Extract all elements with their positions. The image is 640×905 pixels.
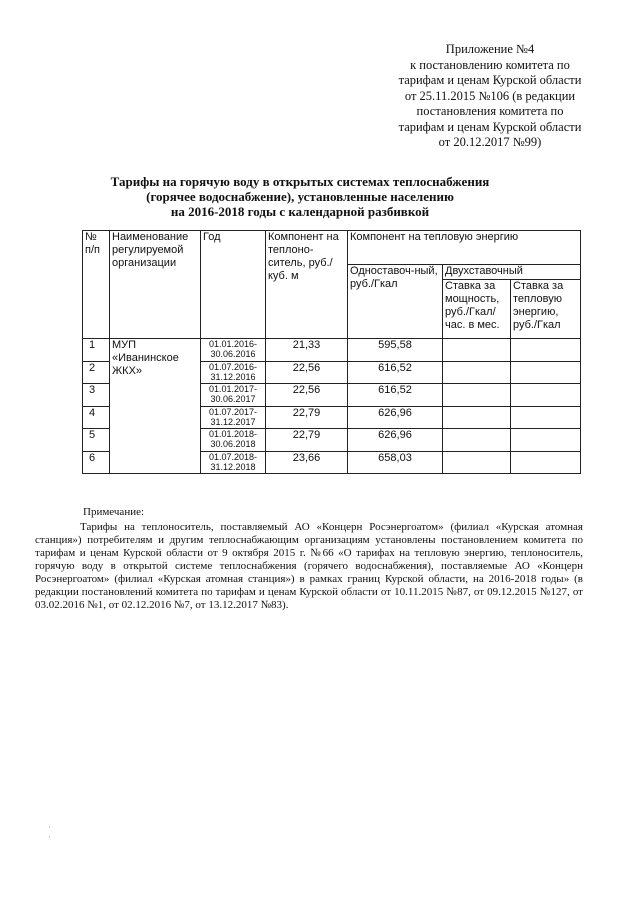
row-period: 01.01.2017-30.06.2017 xyxy=(201,384,266,407)
row-carrier: 23,66 xyxy=(266,451,348,474)
row-energy xyxy=(511,406,581,429)
row-number: 3 xyxy=(83,384,110,407)
row-single: 626,96 xyxy=(348,429,443,452)
row-number: 1 xyxy=(83,339,110,362)
tariff-table xyxy=(82,230,581,474)
row-carrier: 21,33 xyxy=(266,339,348,362)
row-number: 4 xyxy=(83,406,110,429)
header-single-rate: Одноставоч-ный, руб./Гкал xyxy=(348,265,443,339)
row-number: 6 xyxy=(83,451,110,474)
document-title xyxy=(80,174,520,219)
row-carrier: 22,56 xyxy=(266,361,348,384)
header-energy-rate: Ставка за тепловую энергию, руб./Гкал xyxy=(511,280,581,339)
header-two-rate: Двухставочный xyxy=(443,265,581,280)
row-number: 2 xyxy=(83,361,110,384)
note-block xyxy=(35,506,583,612)
row-period: 01.07.2018-31.12.2018 xyxy=(201,451,266,474)
row-energy xyxy=(511,429,581,452)
row-energy xyxy=(511,361,581,384)
row-period: 01.01.2018-30.06.2018 xyxy=(201,429,266,452)
appendix-line: постановления комитета по xyxy=(416,104,564,118)
header-heat-carrier: Компонент на теплоно-ситель, руб./куб. м xyxy=(266,231,348,339)
row-number: 5 xyxy=(83,429,110,452)
row-capacity xyxy=(443,361,511,384)
appendix-line: тарифам и ценам Курской области xyxy=(398,73,582,87)
row-single: 616,52 xyxy=(348,361,443,384)
scan-speck-marks: · · xyxy=(48,822,51,842)
row-energy xyxy=(511,384,581,407)
row-single: 658,03 xyxy=(348,451,443,474)
header-org: Наименование регулируемой организации xyxy=(110,231,201,339)
row-capacity xyxy=(443,406,511,429)
appendix-line: тарифам и ценам Курской области xyxy=(398,119,582,134)
appendix-line: Приложение №4 xyxy=(445,42,535,56)
row-single: 595,58 xyxy=(348,339,443,362)
header-num: № п/п xyxy=(83,231,110,339)
row-single: 616,52 xyxy=(348,384,443,407)
organization-name: МУП «Иванинское ЖКХ» xyxy=(110,339,201,474)
row-single: 626,96 xyxy=(348,406,443,429)
row-capacity xyxy=(443,339,511,362)
appendix-line: от 20.12.2017 №99) xyxy=(438,135,542,149)
note-text: Тарифы на теплоноситель, поставляемый АО «Концерн Росэнергоатом» (филиал «Курская атомная станция») потребителям и другим теплоснабжающим организациям установлены постановлением комитета по тарифам и ценам Курской области от 9 октября 2015 г. №66 «О тарифах на тепловую энергию, теплоноситель, горячую воду в открытой системе теплоснабжения (горячего водоснабжения), поставляемые АО «Концерн Росэнергоатом» (филиал «Курская атомная станция») в рамках границ Курской области, на 2016-2018 годы» (в редакции постановлений комитета по тарифам и ценам Курской области от 10.11.2015 №87, от 09.12.2015 №127, от 03.02.2016 №1, от 02.12.2016 №7, от 13.12.2017 №83). xyxy=(35,521,583,611)
table-row xyxy=(83,339,581,362)
row-energy xyxy=(511,451,581,474)
header-year: Год xyxy=(201,231,266,339)
title-line: на 2016-2018 годы с календарной разбивкой xyxy=(170,204,430,219)
title-line: (горячее водоснабжение), установленные населению xyxy=(146,189,454,204)
row-capacity xyxy=(443,451,511,474)
row-capacity xyxy=(443,384,511,407)
row-carrier: 22,79 xyxy=(266,406,348,429)
note-title: Примечание: xyxy=(83,506,145,518)
row-capacity xyxy=(443,429,511,452)
row-period: 01.07.2016-31.12.2016 xyxy=(201,361,266,384)
row-carrier: 22,56 xyxy=(266,384,348,407)
appendix-block xyxy=(385,42,595,151)
appendix-line: к постановлению комитета по xyxy=(410,57,570,72)
row-energy xyxy=(511,339,581,362)
header-capacity-rate: Ставка за мощность, руб./Гкал/час. в мес. xyxy=(443,280,511,339)
row-period: 01.01.2016-30.06.2016 xyxy=(201,339,266,362)
appendix-line: от 25.11.2015 №106 (в редакции xyxy=(404,88,576,103)
row-carrier: 22,79 xyxy=(266,429,348,452)
header-thermal: Компонент на тепловую энергию xyxy=(348,231,581,265)
row-period: 01.07.2017-31.12.2017 xyxy=(201,406,266,429)
title-line: Тарифы на горячую воду в открытых системах теплоснабжения xyxy=(110,174,490,189)
